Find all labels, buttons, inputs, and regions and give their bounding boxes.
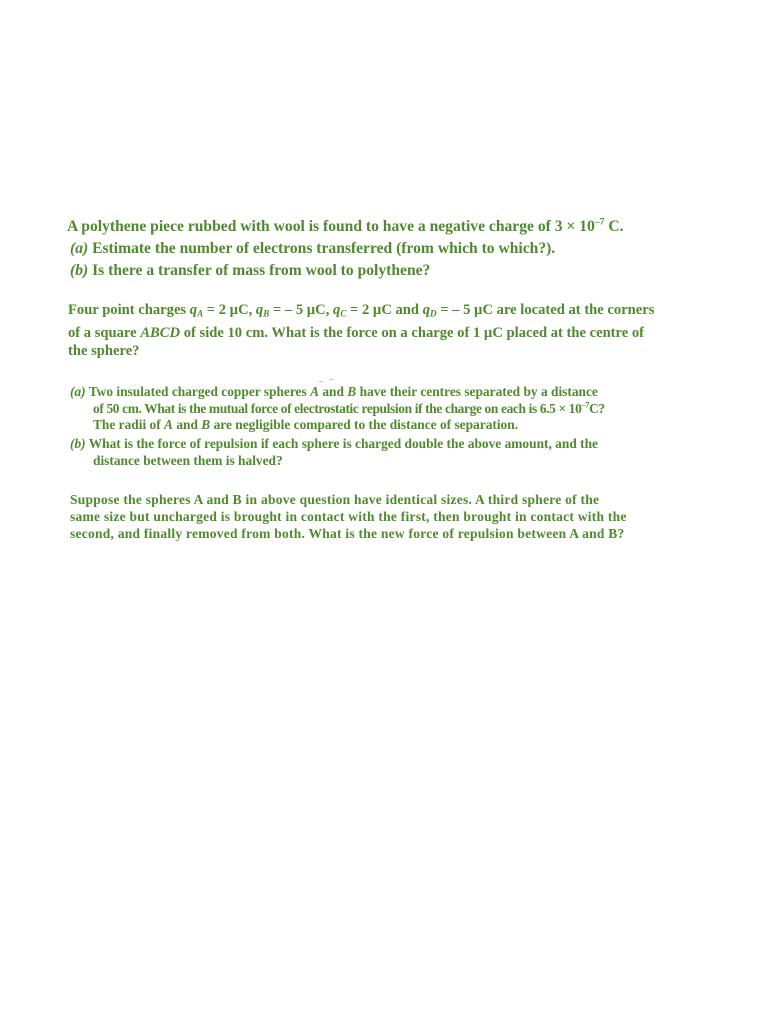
question-1-part-a: (a) Estimate the number of electrons transferred (from which to which?). <box>70 240 556 257</box>
question-3-part-a-line-3: The radii of A and B are negligible compared to the distance of separation. <box>93 417 519 432</box>
question-4-line-3: second, and finally removed from both. What is the new force of repulsion between A and B? <box>70 526 625 541</box>
question-3-part-b-line-2: distance between them is halved? <box>93 453 283 468</box>
question-4-line-1: Suppose the spheres A and B in above question have identical sizes. A third sphere of the <box>70 492 600 507</box>
question-2-line-1: Four point charges $q_A = 2$ µC, $q_B$ = – 5 µC, $q_C = 2$ µC and $q_D$ = – 5 µC are located at the corners <box>68 302 655 319</box>
part-a-label: (a) <box>70 240 89 257</box>
question-1-line-1: A polythene piece rubbed with wool is found to have a negative charge of $3 \times 10^{-7}$ C. <box>67 216 624 235</box>
question-1-part-b: (b) Is there a transfer of mass from wool to polythene? <box>70 262 431 279</box>
part-b-label: (b) <box>70 262 89 279</box>
scan-mark <box>319 381 323 382</box>
question-3-part-b-line-1: (b) What is the force of repulsion if each sphere is charged double the above amount, and the <box>70 436 598 451</box>
question-2-line-3: the sphere? <box>68 343 140 359</box>
part-a-label: (a) <box>70 384 86 399</box>
scan-mark <box>329 379 333 380</box>
question-3-part-a-line-2: of 50 cm. What is the mutual force of electrostatic repulsion if the charge on each is $6.5 \times 10^{-7}C$? <box>93 400 605 416</box>
question-4-line-2: same size but uncharged is brought in contact with the first, then brought in contact with the <box>70 509 627 524</box>
question-3-part-a-line-1: (a) Two insulated charged copper spheres A and B have their centres separated by a distance <box>70 384 598 399</box>
question-2-line-2: of a square ABCD of side 10 cm. What is the force on a charge of 1 µC placed at the centre of <box>68 325 645 341</box>
part-b-label: (b) <box>70 436 86 451</box>
